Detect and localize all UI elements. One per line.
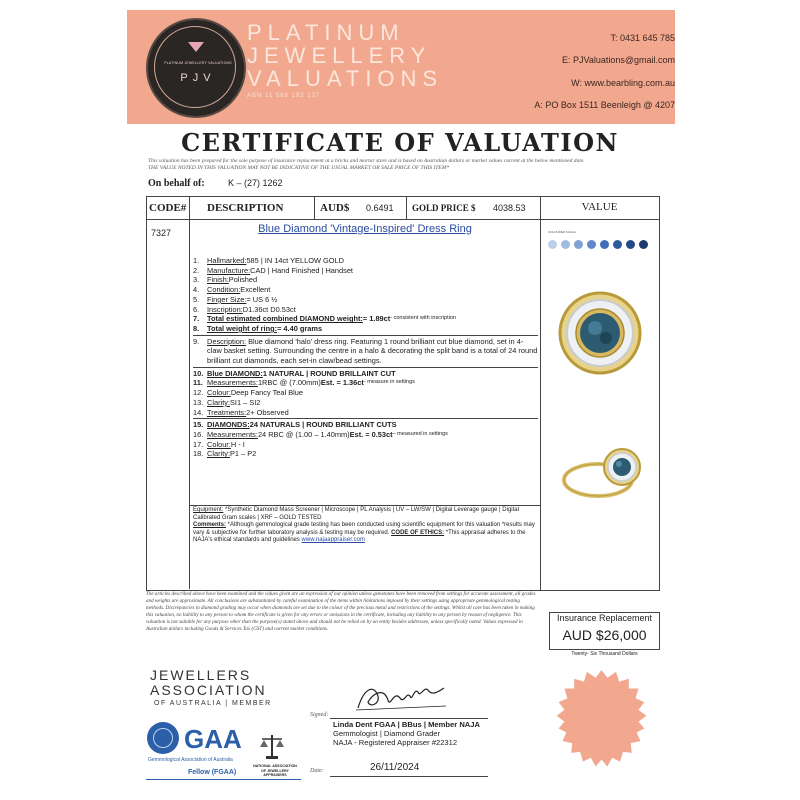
brand-line-1: PLATINUM: [247, 20, 405, 45]
ring-title: Blue Diamond 'Vintage-Inspired' Dress Ring: [258, 223, 472, 235]
list-item: 15. DIAMONDS: 24 NATURALS | ROUND BRILLIANT CUTS: [193, 420, 397, 430]
abn-number: ABN 11 588 192 137: [247, 93, 321, 99]
behalf-label: On behalf of:: [148, 178, 205, 189]
description-header: DESCRIPTION: [207, 202, 284, 214]
value-column-divider: [540, 196, 541, 591]
swatch: [600, 240, 609, 249]
colour-scale-label: COLOURED SCALE: [548, 230, 576, 234]
list-item: 10. Blue DIAMOND: 1 NATURAL | ROUND BRILLAINT CUT: [193, 368, 396, 378]
fellow-underline: [146, 779, 301, 780]
list-item: 11. Measurements: 1RBC @ (7.00mm) Est. = 1.36ct - measure in settings: [193, 378, 415, 388]
jewellers-association-member: OF AUSTRALIA | MEMBER: [154, 700, 272, 707]
date-line: [330, 776, 488, 777]
ring-top-view-image: [555, 288, 645, 378]
swatch: [561, 240, 570, 249]
list-item: 12. Colour: Deep Fancy Teal Blue: [193, 388, 303, 398]
scales-of-justice-icon: [258, 732, 286, 760]
legal-disclaimer: The articles described above have been examined and the values given are an expression of our opinion unless gemstones have been removed from settings for accurate assessment, all grades and weights are approximate. All conclusions are substantiated by careful examination of the items within limitations imposed by their settings using appropriate gemmological testing methods. Discrepancies in diamond grading may occur when diamonds are set due to the colour of the precious metal and restrictions of the settings. Whilst all care has been taken in making this valuation, no liability to any person to whom the certificate is given for any errors or omissions in the certificate, including any liability to any person by reason of negligence. This valuation is not suitable for any purpose other than the purpose(s) stated above and should not be relied on by an entity besides addressee, unless specifically noted. Values expressed in Australian dollars including Goods & Services Tax (GST) and current market conditions.: [146, 591, 536, 632]
naja-link[interactable]: www.najaappraiser.com: [301, 537, 365, 544]
value-header: VALUE: [581, 201, 618, 213]
list-item: 13. Clarity: SI1 – SI2: [193, 397, 261, 407]
list-item: 14. Treatments: 2+ Observed: [193, 407, 289, 417]
contact-address: A: PO Box 1511 Beenleigh @ 4207: [534, 100, 675, 110]
jewellers-association-logo: JEWELLERS ASSOCIATION: [150, 667, 267, 698]
gaa-emblem-icon: [147, 722, 179, 754]
list-item: 1. Hallmarked: 585 | IN 14ct YELLOW GOLD: [193, 256, 344, 265]
item-code: 7327: [151, 228, 172, 238]
diamond-icon: [188, 42, 204, 52]
behalf-reference: K – (27) 1262: [228, 178, 283, 188]
desc-aud-divider: [314, 196, 315, 219]
list-item: 8. Total weight of ring: = 4.40 grams: [193, 323, 323, 333]
insurance-value: AUD $26,000: [562, 627, 647, 643]
signature-image: [350, 678, 450, 718]
certificate-seal: [543, 668, 660, 785]
contact-phone: T: 0431 645 785: [610, 33, 675, 43]
signer-details: Linda Dent FGAA | BBus | Member NAJA Gemmologist | Diamond Grader NAJA - Registered Appraiser #22312: [333, 720, 480, 747]
list-item: 7. Total estimated combined DIAMOND weight: = 1.89ct - consistent with inscription: [193, 314, 456, 324]
logo-ring: [154, 26, 236, 108]
table-header-divider: [146, 219, 660, 220]
aud-value: 0.6491: [366, 203, 394, 213]
brand-line-3: VALUATIONS: [247, 66, 444, 91]
list-item: 16. Measurements: 24 RBC @ (1.00 – 1.40mm) Est. = 0.53ct – measured in settings: [193, 429, 448, 439]
swatch: [574, 240, 583, 249]
insurance-value-words: Twenty- Six Thousand Dollars: [571, 651, 638, 657]
pjv-logo: [146, 18, 246, 118]
date-value: 26/11/2024: [370, 762, 420, 773]
equipment-comments: Equipment: *Synthetic Diamond Mass Screener | Microscope | PL Analysis | UV – LW/SW | Digital Leverage gauge | Digital Calibrated Gram scales | XRF – GOLD TESTED Comments: *Although gemmological grade testing has been conducted using scientific equipment for this valuation *results may vary & subjective for further laboratory analysis & testing may be required. CODE OF ETHICS: *This appraisal adheres to the NAJA's ethical standards and guidelines www.najaappraiser.com: [193, 507, 535, 544]
swatch: [548, 240, 557, 249]
colour-scale-swatches: [548, 236, 652, 262]
signature-line: [330, 718, 488, 719]
divider: [193, 367, 538, 368]
naja-logo-text: NATIONAL ASSOCIATION OF JEWELLERY APPRAISERS: [253, 764, 297, 777]
intro-text: This valuation has been prepared for the sole purpose of insurance replacement at a bricks and mortar store and is based on Australian dollars or market values current at the below mentioned date.: [148, 158, 585, 164]
list-item: 3. Finish: Polished: [193, 275, 258, 285]
list-item: 4. Condition: Excellent: [193, 285, 271, 295]
logo-initials: PJV: [180, 72, 216, 84]
swatch: [626, 240, 635, 249]
swatch: [639, 240, 648, 249]
ring-side-view-image: [556, 440, 648, 510]
list-item: 18. Clarity: P1 – P2: [193, 449, 257, 459]
equipment-divider: [190, 505, 540, 506]
swatch: [613, 240, 622, 249]
signed-label: Signed:: [310, 712, 329, 718]
fellow-badge: Fellow (FGAA): [188, 769, 237, 776]
aud-gold-divider: [406, 196, 407, 219]
contact-website: W: www.bearbling.com.au: [571, 78, 675, 88]
gaa-subtitle: Gemmological Association of Australia: [148, 757, 233, 763]
aud-label: AUD$: [320, 202, 350, 214]
list-item: 6. Inscription: D1.36ct D0.53ct: [193, 304, 296, 314]
code-header: CODE#: [149, 202, 187, 214]
list-item: 9. Description: Blue diamond 'halo' dress ring. Featuring 1 round brilliant cut blue diamond, set in 4-claw basket setting. Surrounding the centre in a halo & decorating the split band is a total of 24 round brilliant cut diamonds, each set-in claw/bead settings.: [193, 336, 538, 366]
gaa-logo-text: GAA: [184, 724, 242, 754]
gold-price-value: 4038.53: [493, 203, 526, 213]
item-details: [193, 256, 538, 459]
list-item: 17. Colour: H - I: [193, 439, 245, 449]
swatch: [587, 240, 596, 249]
gold-price-label: GOLD PRICE $: [412, 203, 476, 213]
divider: [193, 418, 538, 419]
insurance-label: Insurance Replacement: [556, 613, 653, 623]
divider: [193, 335, 538, 336]
certificate-title: CERTIFICATE OF VALUATION: [181, 128, 619, 157]
logo-tagline: PLATINUM JEWELLERY VALUATIONS: [164, 61, 232, 65]
list-item: 2. Manufacture: CAD | Hand Finished | Handset: [193, 265, 353, 275]
code-column-divider: [189, 196, 190, 589]
date-label: Date:: [310, 768, 324, 774]
contact-email: E: PJValuations@gmail.com: [561, 55, 675, 65]
brand-line-2: JEWELLERY: [247, 43, 432, 68]
list-item: 5. Finger Size: = US 6 ½: [193, 294, 278, 304]
intro-disclaimer: THE VALUE NOTED IN THIS VALUATION MAY NOT BE INDICATIVE OF THE USUAL MARKET OR SALE PRICE OF THIS ITEM*: [148, 165, 450, 171]
